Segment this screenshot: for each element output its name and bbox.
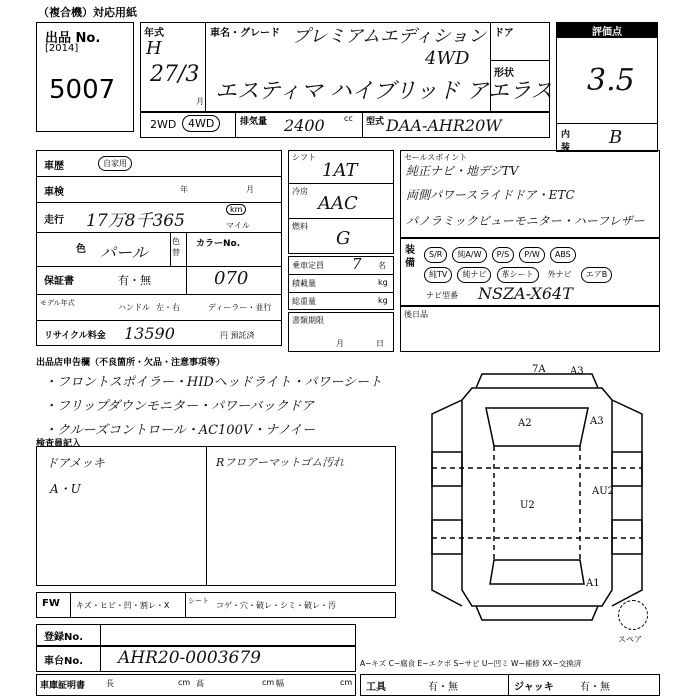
tools-value: 有・無	[428, 682, 458, 693]
equipment-grid-2	[424, 262, 658, 283]
handle-label: ハンドル	[118, 303, 150, 312]
equipment-grid	[424, 242, 658, 263]
equip-awheel: 純A/W	[452, 247, 486, 263]
inspector-right-1: Rフロアーマットゴム汚れ	[216, 456, 345, 469]
inspector-left-2: A・U	[50, 482, 81, 496]
drive-2wd: 2WD	[150, 118, 177, 131]
notes-block	[400, 306, 660, 352]
interior-label: 内装	[561, 130, 571, 153]
doc-expiry-day: 日	[376, 339, 384, 348]
gross-unit: kg	[378, 296, 388, 305]
fuel-label: 燃料	[292, 222, 308, 231]
registration-label: 登録No.	[44, 632, 84, 643]
shift-label: シフト	[292, 153, 316, 162]
form-title: （複合機）対応用紙	[38, 6, 137, 19]
color-change-label: 色替	[172, 237, 180, 257]
sales-point-1: 純正ナビ・地デジTV	[406, 164, 519, 178]
mileage-label: 走行	[44, 215, 64, 226]
mark-u2: U2	[520, 500, 535, 511]
spare-label: スペア	[618, 635, 642, 644]
exhibit-box	[36, 22, 134, 132]
notes-label: 後日品	[404, 310, 428, 319]
evaluation-score: 3.5	[587, 63, 635, 98]
equip-abs: ABS	[550, 247, 576, 263]
exhibit-year-tag: [2014]	[45, 43, 79, 54]
dealer-label: ディーラー・並行	[208, 303, 272, 312]
shape-label: 形状	[494, 68, 514, 79]
equip-ps: P/S	[492, 247, 515, 263]
record-label: 車歴	[44, 161, 64, 172]
equip-ext-navi: 外ナビ	[547, 270, 572, 279]
mark-au2: AU2	[592, 486, 615, 497]
exhibitor-label: 出品店申告欄（不良箇所・欠品・注意事項等）	[36, 358, 226, 368]
gross-label: 総重量	[292, 297, 316, 306]
certificate-cm-3: cm	[340, 678, 353, 687]
tools-label: 工具	[366, 682, 386, 693]
history-block	[36, 150, 282, 346]
certificate-label: 車庫証明書	[40, 681, 86, 691]
drive-note: 4WD	[425, 48, 470, 69]
exhibit-number: 5007	[49, 75, 116, 105]
mark-7a: 7A	[532, 364, 546, 375]
recycle-label: リサイクル料金	[44, 331, 106, 341]
sales-point-3: パノラミックビューモニター・ハーフレザー	[406, 214, 645, 228]
equip-navi: 純ナビ	[457, 267, 491, 283]
mark-a3-top: A3	[570, 366, 584, 377]
model-name: エスティマ ハイブリッド アエラス	[215, 79, 553, 104]
cooling-value: AAC	[318, 193, 358, 214]
load-unit: kg	[378, 278, 388, 287]
type-value: DAA-AHR20W	[386, 116, 502, 135]
displacement-value: 2400	[284, 116, 325, 135]
color-label: 色	[76, 244, 86, 255]
certificate-cm-2: cm	[262, 678, 275, 687]
registration-row	[36, 624, 356, 646]
grade-value: プレミアムエディション	[292, 26, 487, 47]
condition-seat-items: コゲ・穴・破レ・シミ・破レ・汚	[216, 601, 336, 610]
chassis-label: 車台No.	[44, 656, 84, 667]
condition-scratch: キズ・ヒビ・凹・割レ・X	[76, 601, 170, 610]
year-value: 27/3	[150, 62, 200, 87]
equip-sr: S/R	[424, 247, 447, 263]
certificate-cm-1: cm	[178, 678, 191, 687]
mark-a2: A2	[518, 418, 532, 429]
mileage-value: 17万8千365	[86, 211, 185, 231]
shift-value: 1AT	[322, 160, 358, 181]
capacity-value: 7	[352, 255, 362, 273]
jack-label: ジャッキ	[514, 682, 554, 693]
displacement-unit: cc	[344, 114, 353, 123]
inspection-year: 年	[180, 185, 188, 194]
year-era: H	[146, 38, 162, 59]
warranty-label: 保証書	[44, 276, 74, 287]
month-suffix: 月	[196, 97, 204, 106]
equip-leather: 革シート	[497, 267, 539, 283]
exhibitor-line-2: ・フリップダウンモニター・パワーバックドア	[44, 399, 315, 414]
inspector-left-1: ドアメッキ	[46, 456, 105, 470]
inspection-month: 月	[246, 185, 254, 194]
damage-legend: A−キズ C−腐食 E−エクボ S−サビ U−凹ミ W−補修 XX−交換済	[360, 659, 582, 668]
chassis-value: AHR20-0003679	[118, 648, 261, 668]
spare-tire-icon	[618, 600, 648, 630]
model-year-label: モデル年式	[40, 299, 75, 307]
condition-fw: FW	[42, 598, 60, 609]
navi-label: ナビ型番	[426, 291, 458, 300]
handle-value: 左・右	[156, 303, 180, 312]
inspector-label: 検査員記入	[36, 439, 82, 449]
recycle-value: 13590	[124, 324, 175, 343]
door-label: ドア	[494, 28, 514, 39]
equip-pw: P/W	[519, 247, 544, 263]
record-value: 自家用	[98, 156, 132, 171]
color-value: パール	[100, 243, 148, 262]
mark-a3: A3	[590, 416, 604, 427]
cooling-label: 冷房	[292, 187, 308, 196]
jack-value: 有・無	[580, 682, 610, 693]
sales-point-2: 両側パワースライドドア・ETC	[406, 188, 575, 202]
car-name-label: 車名・グレード	[210, 28, 280, 39]
drive-4wd: 4WD	[182, 115, 220, 132]
capacity-unit: 名	[378, 261, 386, 270]
mark-a1: A1	[586, 578, 600, 589]
doc-expiry-label: 書類期限	[292, 316, 324, 325]
recycle-unit: 円 預託済	[220, 331, 255, 340]
exhibit-label: 出品 No.	[45, 31, 101, 46]
equip-tv: 純TV	[424, 267, 452, 283]
exhibitor-line-1: ・フロントスポイラー・HIDヘッドライト・パワーシート	[44, 375, 383, 390]
evaluation-box	[556, 22, 658, 152]
km-unit: km	[226, 204, 246, 215]
warranty-value: 有・無	[118, 274, 151, 287]
year-label: 年式	[144, 28, 164, 39]
car-diagram	[412, 360, 662, 630]
load-label: 積載量	[292, 279, 316, 288]
condition-seat-label: シート	[188, 597, 209, 605]
navi-value: NSZA-X64T	[478, 284, 573, 303]
exhibitor-line-3: ・クルーズコントロール・AC100V・ナノイー	[44, 423, 316, 438]
sales-label: セールスポイント	[404, 153, 468, 162]
fuel-value: G	[336, 228, 351, 249]
color-no-value: 070	[214, 268, 249, 289]
color-no-label: カラーNo.	[196, 239, 241, 249]
equipment-label: 装備	[405, 245, 415, 269]
capacity-label: 乗車定員	[292, 261, 324, 270]
inspection-label: 車検	[44, 187, 64, 198]
evaluation-label: 評価点	[557, 23, 657, 38]
equip-airbag: エアB	[581, 267, 613, 283]
displacement-label: 排気量	[240, 117, 268, 127]
type-label: 型式	[366, 117, 385, 127]
interior-score: B	[609, 127, 623, 148]
doc-expiry-month: 月	[336, 339, 344, 348]
mile-unit: マイル	[226, 221, 250, 230]
certificate-height: 高	[196, 679, 204, 688]
certificate-long: 長	[106, 679, 114, 688]
certificate-width: 幅	[276, 679, 284, 688]
tools-row	[360, 674, 660, 696]
